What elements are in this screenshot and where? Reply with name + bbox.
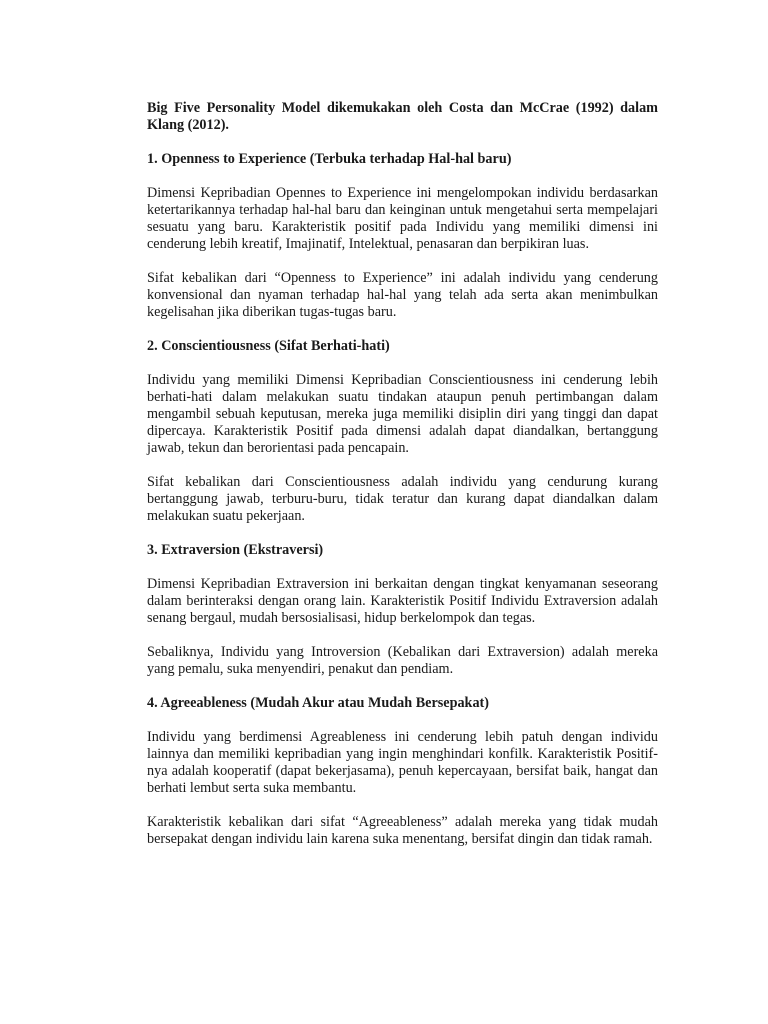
spacer	[147, 525, 658, 542]
spacer	[147, 712, 658, 729]
spacer	[147, 168, 658, 185]
section-heading-extraversion: 3. Extraversion (Ekstraversi)	[147, 542, 324, 558]
spacer	[147, 678, 658, 695]
spacer	[147, 355, 658, 372]
spacer	[147, 797, 658, 814]
paragraph: Sifat kebalikan dari “Openness to Experience” ini adalah individu yang cenderung konvensional dan nyaman terhadap hal-hal yang telah ada serta akan menimbulkan kegelisahan jika diberikan tugas-tugas baru.	[147, 270, 658, 320]
intro-heading: Big Five Personality Model dikemukakan oleh Costa dan McCrae (1992) dalam Klang (2012).	[147, 100, 658, 133]
spacer	[147, 559, 658, 576]
spacer	[147, 627, 658, 644]
paragraph: Individu yang berdimensi Agreableness ini cenderung lebih patuh dengan individu lainnya dan memiliki kepribadian yang ingin menghindari konfilk. Karakteristik Positif-nya adalah kooperatif (dapat bekerjasama), penuh kepercayaan, bersifat baik, hangat dan berhati lembut serta suka membantu.	[147, 729, 658, 796]
spacer	[147, 253, 658, 270]
paragraph: Sebaliknya, Individu yang Introversion (Kebalikan dari Extraversion) adalah mereka yang pemalu, suka menyendiri, penakut dan pendiam.	[147, 644, 658, 677]
section-heading-agreeableness: 4. Agreeableness (Mudah Akur atau Mudah Bersepakat)	[147, 695, 489, 711]
paragraph: Dimensi Kepribadian Extraversion ini berkaitan dengan tingkat kenyamanan seseorang dalam berinteraksi dengan orang lain. Karakteristik Positif Individu Extraversion adalah senang bergaul, mudah bersosialisasi, hidup berkelompok dan tegas.	[147, 576, 658, 626]
paragraph: Individu yang memiliki Dimensi Kepribadian Conscientiousness ini cenderung lebih berhati-hati dalam melakukan suatu tindakan ataupun penuh pertimbangan dalam mengambil sebuah keputusan, mereka juga memiliki disiplin diri yang tinggi dan dapat dipercaya. Karakteristik Positif pada dimensi adalah dapat diandalkan, bertanggung jawab, tekun dan berorientasi pada pencapain.	[147, 372, 658, 456]
spacer	[147, 134, 658, 151]
paragraph: Dimensi Kepribadian Opennes to Experience ini mengelompokan individu berdasarkan ketertarikannya terhadap hal-hal baru dan keinginan untuk mengetahui serta mempelajari sesuatu yang baru. Karakteristik positif pada Individu yang memiliki dimensi ini cenderung lebih kreatif, Imajinatif, Intelektual, penasaran dan berpikiran luas.	[147, 185, 658, 252]
spacer	[147, 457, 658, 474]
spacer	[147, 321, 658, 338]
section-heading-openness: 1. Openness to Experience (Terbuka terhadap Hal-hal baru)	[147, 151, 512, 167]
paragraph: Karakteristik kebalikan dari sifat “Agreeableness” adalah mereka yang tidak mudah bersepakat dengan individu lain karena suka menentang, bersifat dingin dan tidak ramah.	[147, 814, 658, 847]
section-heading-conscientiousness: 2. Conscientiousness (Sifat Berhati-hati)	[147, 338, 390, 354]
document-page	[147, 100, 658, 848]
paragraph: Sifat kebalikan dari Conscientiousness adalah individu yang cendurung kurang bertanggung jawab, terburu-buru, tidak teratur dan kurang dapat diandalkan dalam melakukan suatu pekerjaan.	[147, 474, 658, 524]
